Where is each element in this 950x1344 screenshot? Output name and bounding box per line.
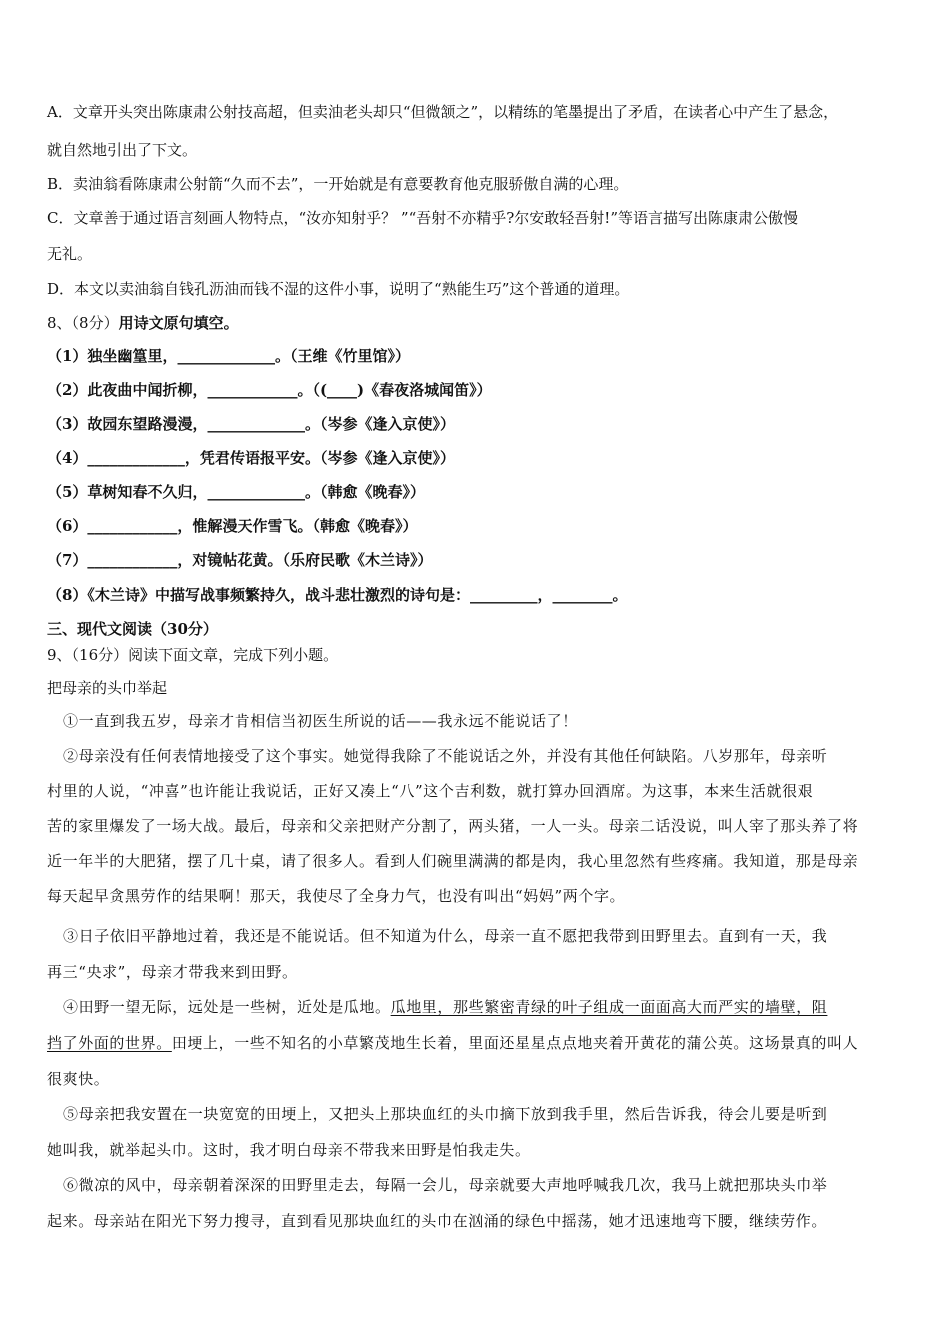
q8-item-4: （4）_____________，凭君传语报平安。（岑参《逢入京使》）: [47, 449, 455, 467]
paragraph-2-line4: 近一年半的大肥猪，摆了几十桌，请了很多人。看到人们碗里满满的都是肉，我心里忽然有些疼痛。我知道，那是母亲: [47, 852, 859, 870]
q8-prefix: 8、（8分）: [47, 314, 119, 332]
paragraph-5-line1: ⑤母亲把我安置在一块宽宽的田埂上，又把头上那块血红的头巾摘下放到我手里，然后告诉我，待会儿要是听到: [63, 1105, 828, 1123]
paragraph-4-line1: [63, 997, 923, 1017]
paragraph-3-line1: ③日子依旧平静地过着，我还是不能说话。但不知道为什么，母亲一直不愿把我带到田野里去。直到有一天，我: [63, 927, 828, 945]
q8-item-2: （2）此夜曲中闻折柳，____________。（(____)《春夜洛城闻笛》）: [47, 381, 492, 399]
q8-item-5: （5）草树知春不久归，_____________。（韩愈《晚春》）: [47, 483, 425, 501]
paragraph-4-text: ④田野一望无际，远处是一些树，近处是瓜地。: [63, 998, 391, 1016]
option-a-line1: A．文章开头突出陈康肃公射技高超，但卖油老头却只“但微颔之”，以精练的笔墨提出了矛盾，在读者心中产生了悬念，: [47, 103, 839, 121]
q8-header: [47, 313, 917, 333]
paragraph-4-line3: 很爽快。: [47, 1070, 110, 1088]
paragraph-5-line2: 她叫我，就举起头巾。这时，我才明白母亲不带我来田野是怕我走失。: [47, 1141, 531, 1159]
option-c-line1: C．文章善于通过语言刻画人物特点，“汝亦知射乎？ ”“吾射不亦精乎?尔安敢轻吾射!”等语言描写出陈康肃公傲慢: [47, 209, 798, 227]
section-3-title: 三、现代文阅读（30分）: [47, 620, 218, 638]
paragraph-6-line2: 起来。母亲站在阳光下努力搜寻，直到看见那块血红的头巾在汹涌的绿色中摇荡，她才迅速地弯下腰，继续劳作。: [47, 1212, 828, 1230]
paragraph-2-line1: ②母亲没有任何表情地接受了这个事实。她觉得我除了不能说话之外，并没有其他任何缺陷。八岁那年，母亲听: [63, 747, 828, 765]
paragraph-1: ①一直到我五岁，母亲才肯相信当初医生所说的话——我永远不能说话了！: [63, 712, 578, 730]
q8-title: 用诗文原句填空。: [118, 314, 239, 332]
q8-item-3: （3）故园东望路漫漫，_____________。（岑参《逢入京使》）: [47, 415, 455, 433]
paragraph-2-line5: 每天起早贪黑劳作的结果啊！那天，我使尽了全身力气，也没有叫出“妈妈”两个字。: [47, 887, 626, 905]
option-a-line2: 就自然地引出了下文。: [47, 141, 198, 159]
paragraph-4-text-cont: 田埂上，一些不知名的小草繁茂地生长着，里面还星星点点地夹着开黄花的蒲公英。这场景真的叫人: [171, 1034, 859, 1052]
paragraph-3-line2: 再三“央求”，母亲才带我来到田野。: [47, 963, 298, 981]
option-b: B．卖油翁看陈康肃公射箭“久而不去”，一开始就是有意要教育他克服骄傲自满的心理。: [47, 175, 629, 193]
paragraph-6-line1: ⑥微凉的风中，母亲朝着深深的田野里走去，每隔一会儿，母亲就要大声地呼喊我几次，我马上就把那块头巾举: [63, 1176, 828, 1194]
option-d: D．本文以卖油翁自钱孔沥油而钱不湿的这件小事，说明了“熟能生巧”这个普通的道理。: [47, 280, 630, 298]
q8-item-7: （7）____________，对镜帖花黄。（乐府民歌《木兰诗》）: [47, 551, 433, 569]
q9-stem: 9、（16分）阅读下面文章，完成下列小题。: [47, 646, 339, 664]
q8-item-8: （8）《木兰诗》中描写战事频繁持久，战斗悲壮激烈的诗句是：_________，________。: [47, 586, 628, 604]
paragraph-2-line2: 村里的人说，“冲喜”也许能让我说话，正好又凑上“八”这个吉利数，就打算办回酒席。为这事，本来生活就很艰: [47, 782, 814, 800]
q8-item-6: （6）____________，惟解漫天作雪飞。（韩愈《晚春》）: [47, 517, 418, 535]
paragraph-2-line3: 苦的家里爆发了一场大战。最后，母亲和父亲把财产分割了，两头猪，一人一头。母亲二话没说，叫人宰了那头养了将: [47, 817, 859, 835]
underlined-sentence-end: 挡了外面的世界。: [47, 1034, 172, 1052]
underlined-sentence: 瓜地里，那些繁密青绿的叶子组成一面面高大而严实的墙壁，阻: [390, 998, 828, 1016]
paragraph-4-line2: [47, 1033, 907, 1053]
q8-item-1: （1）独坐幽篁里，_____________。（王维《竹里馆》）: [47, 347, 410, 365]
option-c-line2: 无礼。: [47, 245, 93, 263]
article-title: 把母亲的头巾举起: [47, 679, 168, 697]
